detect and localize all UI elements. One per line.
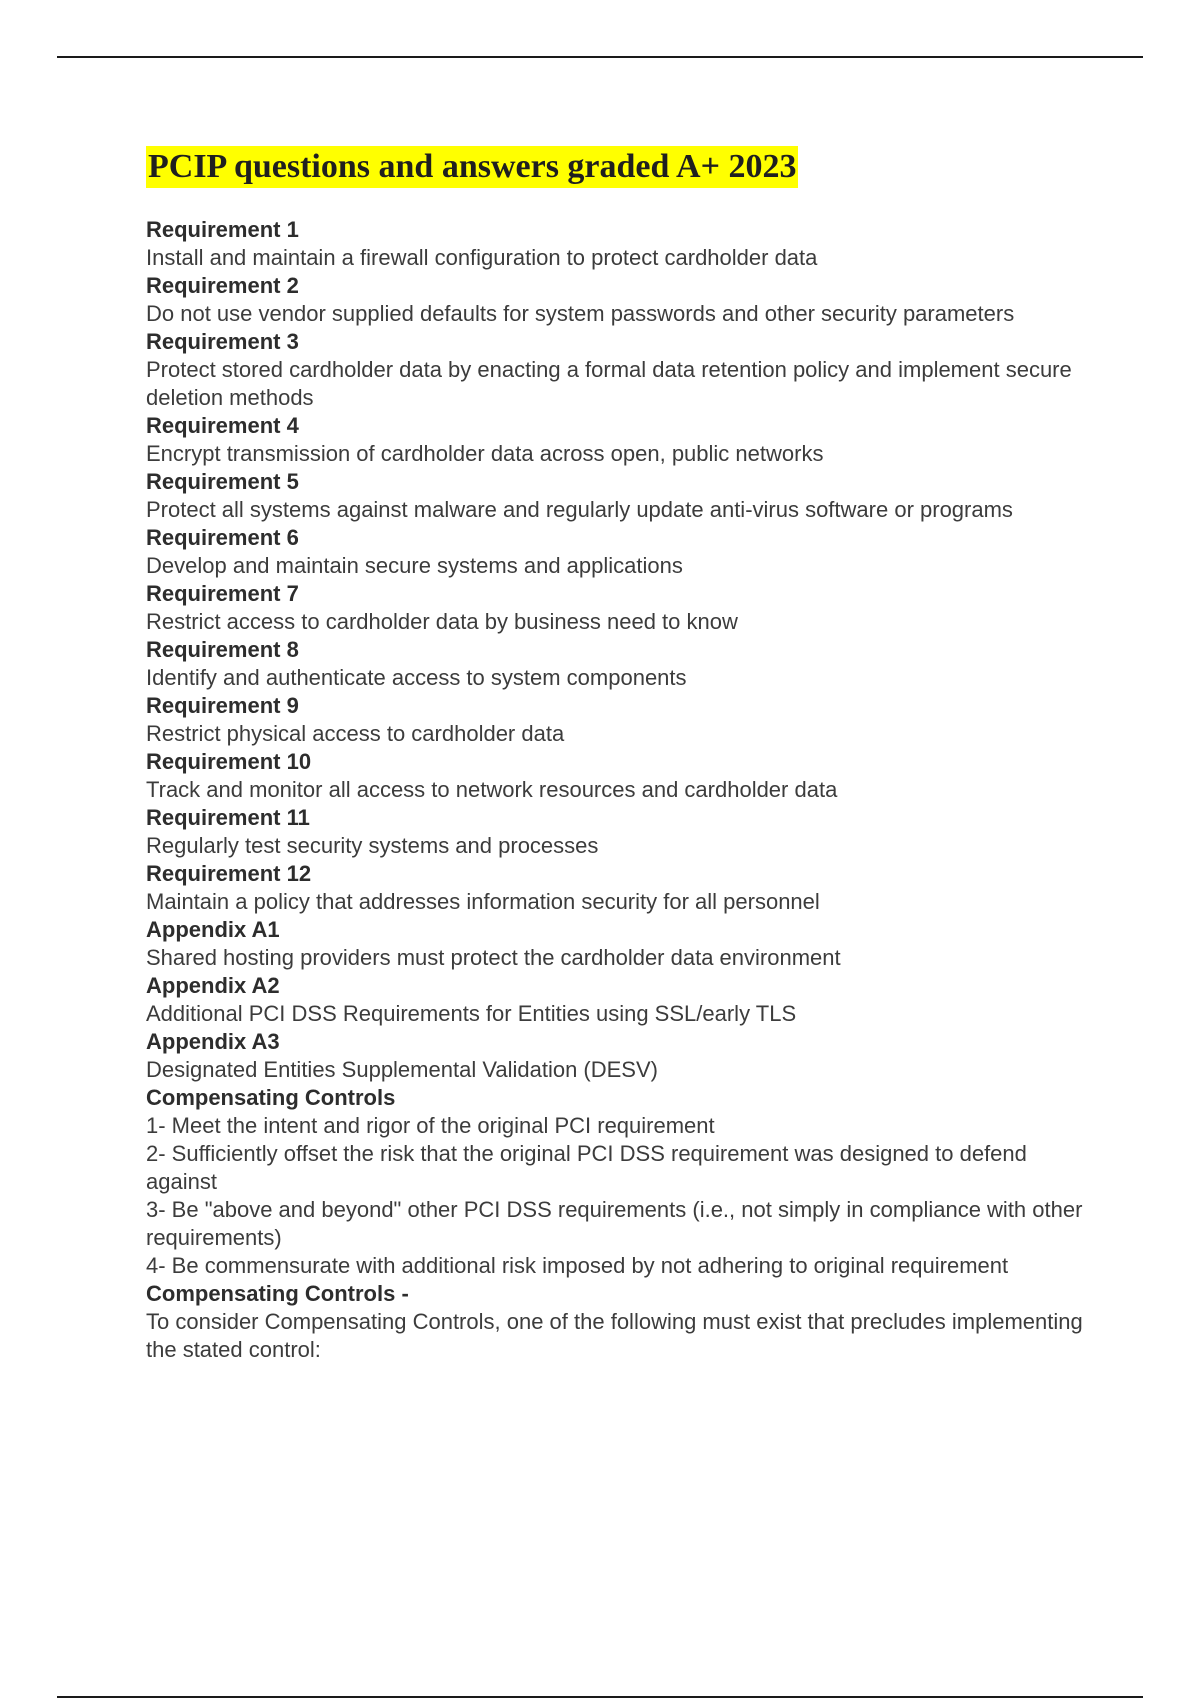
list-item: 2- Sufficiently offset the risk that the original PCI DSS requirement was designed to defend against: [146, 1141, 1027, 1194]
header-rule: [57, 56, 1143, 58]
entry-requirement-8: [146, 636, 1106, 692]
entry-term: Requirement 3: [146, 329, 299, 354]
entry-requirement-7: [146, 580, 1106, 636]
entry-term: Requirement 7: [146, 581, 299, 606]
entry-term: Requirement 11: [146, 805, 310, 830]
entry-appendix-a2: [146, 972, 1106, 1028]
entry-definition: Install and maintain a firewall configuration to protect cardholder data: [146, 245, 818, 270]
entry-requirement-10: [146, 748, 1106, 804]
entry-term: Requirement 12: [146, 861, 312, 886]
entry-requirement-1: [146, 216, 1106, 272]
entry-term: Requirement 9: [146, 693, 299, 718]
entry-definition: Encrypt transmission of cardholder data across open, public networks: [146, 441, 824, 466]
entry-requirement-3: [146, 328, 1106, 412]
entry-requirement-4: [146, 412, 1106, 468]
list-item: 1- Meet the intent and rigor of the original PCI requirement: [146, 1113, 715, 1138]
entry-definition: Regularly test security systems and processes: [146, 833, 599, 858]
entry-definition: Protect stored cardholder data by enacting a formal data retention policy and implement secure deletion methods: [146, 357, 1072, 410]
entry-definition: Shared hosting providers must protect the cardholder data environment: [146, 945, 841, 970]
entry-definition: Track and monitor all access to network resources and cardholder data: [146, 777, 838, 802]
entry-definition: Identify and authenticate access to system components: [146, 665, 687, 690]
document-title: PCIP questions and answers graded A+ 2023: [146, 146, 798, 188]
entry-definition: To consider Compensating Controls, one of the following must exist that precludes implementing the stated control:: [146, 1309, 1083, 1362]
entry-term: Requirement 10: [146, 749, 312, 774]
entry-requirement-9: [146, 692, 1106, 748]
entry-compensating-controls-2: [146, 1280, 1106, 1364]
entry-definition: Designated Entities Supplemental Validation (DESV): [146, 1057, 658, 1082]
entry-term: Requirement 2: [146, 273, 299, 298]
entry-definition: Additional PCI DSS Requirements for Entities using SSL/early TLS: [146, 1001, 797, 1026]
entry-definition: Restrict access to cardholder data by business need to know: [146, 609, 738, 634]
entry-definition: Protect all systems against malware and regularly update anti-virus software or programs: [146, 497, 1013, 522]
entry-definition: Develop and maintain secure systems and applications: [146, 553, 683, 578]
entry-term: Requirement 5: [146, 469, 299, 494]
entry-compensating-controls: [146, 1084, 1106, 1280]
list-item: 4- Be commensurate with additional risk imposed by not adhering to original requirement: [146, 1253, 1009, 1278]
entry-term: Appendix A3: [146, 1029, 280, 1054]
entry-term: Requirement 4: [146, 413, 299, 438]
entry-term: Requirement 8: [146, 637, 299, 662]
list-item: 3- Be "above and beyond" other PCI DSS requirements (i.e., not simply in compliance with other requirements): [146, 1197, 1083, 1250]
document-body: [146, 146, 1106, 1364]
entry-definition: Maintain a policy that addresses information security for all personnel: [146, 889, 820, 914]
entry-requirement-2: [146, 272, 1106, 328]
entry-term: Requirement 6: [146, 525, 299, 550]
entry-definition: Do not use vendor supplied defaults for system passwords and other security parameters: [146, 301, 1015, 326]
footer-rule: [57, 1696, 1143, 1698]
entry-term: Appendix A1: [146, 917, 280, 942]
entry-requirement-11: [146, 804, 1106, 860]
entry-requirement-5: [146, 468, 1106, 524]
entry-term: Compensating Controls -: [146, 1281, 409, 1306]
entry-appendix-a1: [146, 916, 1106, 972]
entry-term: Requirement 1: [146, 217, 299, 242]
entry-definition: Restrict physical access to cardholder data: [146, 721, 565, 746]
entry-requirement-6: [146, 524, 1106, 580]
entry-requirement-12: [146, 860, 1106, 916]
entry-term: Appendix A2: [146, 973, 280, 998]
entry-term: Compensating Controls: [146, 1085, 396, 1110]
entry-appendix-a3: [146, 1028, 1106, 1084]
